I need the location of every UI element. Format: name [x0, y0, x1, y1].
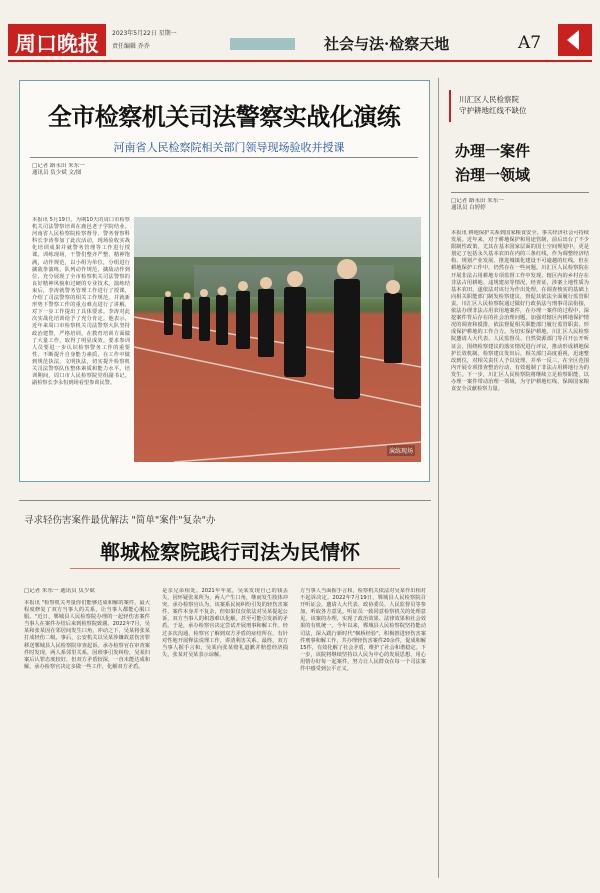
editor-line: 责任编辑 乔乔 [112, 43, 150, 50]
masthead-rule [8, 60, 592, 62]
training-photo [134, 217, 421, 462]
lead-article-box [19, 80, 430, 482]
right-kicker: 川汇区人民检察院 守护耕地红线不缺位 [459, 95, 527, 115]
bottom-byline: □记者 朱东一 通讯员 负少斌 [24, 588, 95, 594]
right-byline: □记者 路永田 朱东一 通讯员 白婷婷 [451, 198, 504, 212]
green-band [230, 38, 295, 50]
logo-text: 周口晚报 [15, 31, 99, 56]
lead-subtitle: 河南省人民检察院相关部门领导现场验收并授课 [113, 141, 345, 154]
bottom-col-1: 本报讯 "检察机关考量你们能够达成和解的案件，最大程度修复了双方当事人的关系，让当事人都能心服口服。"近日，郸城县人民检察院办理的一起轻伤害案件当事人在案件办结后来到检察院致谢。2022年7月，吴某和张某因在邻居间发生口角，冲动之下，吴某将张某打成轻伤二级。事后，公安机关以吴某涉嫌故意伤害罪移送郸城县人民检察院审查起诉。承办检察官在审查案件时发现，两人系邻里关系，因琐事引发纠纷，吴某归案后认罪态度较好，但双方矛盾较深，一直未能达成和解。承办检察官决定多做一些工作，化解双方矛盾。 [24, 600, 150, 670]
column-divider [438, 78, 439, 878]
lead-title: 全市检察机关司法警察实战化演练 [47, 102, 401, 131]
right-body: 本报讯 耕地保护关系到国家粮食安全。事关经济社会可持续发展。近年来，对于耕地保护和用途管制，前后出台了不少限制性政策，尤其在基本国家层面的国土空间规划中，更是划定了包括永久基本农田在内的三条红线，作为调整经济结构、规划产业发展、推进城镇化建设不可逾越的红线。但在耕地保护工作中，仍然存在一些问题。川汇区人民检察院在开展非法占用耕地专项监督工作中发现，辖区内的乡村存在非法占用耕地、违规建房等情况，经查证，涉案土地性质为基本农田，遂依法对该行为作出处理，在调查核实的基础上向相关职能部门制发检察建议，督促其依法全面履行监管职责。川汇区人民检察院通过做好行政执法与刑事司法衔接，依法办理非法占用农用地案件，在办理一案件的过程中，深挖案件背后存在的社会治理问题，加强对辖区内耕地保护情况的调查和摸排，依法督促相关职能部门履行监管职责，形成保护耕地的工作合力。为切实保护耕地，川汇区人民检察院邀请人大代表、人民监督员、自然资源部门等召开公开听证会，围绕检察建议的落实情况进行评议，推动形成耕地保护长效机制。检察建议发出后，相关部门高度重视，迅速整改到位，对相关责任人予以处理，并举一反三，在全区范围内开展专项排查整治行动，有效遏制了非法占用耕地行为的发生。下一步，川汇区人民检察院将继续立足检察职能，以办理一案件带动治理一领域，为守护耕地红线、保障国家粮食安全贡献检察力量。 [451, 230, 589, 393]
bottom-col-2: 是亲兄弟相处。2021年年底，吴某发现自己的钱丢失，因怀疑张某所为，两人产生口角，继而发生肢体冲突。承办检察官认为，该案系民间纠纷引发的轻伤害案件，案件本身并不复杂，但如果仅仅依法对吴某提起公诉，双方当事人的积怨难以化解，甚至可能引发新的矛盾。于是，承办检察官决定尝试开展刑事和解工作。经过多次沟通，检察官了解到双方矛盾的症结所在，有针对性地开展释法说理工作，讲清利害关系。最终，双方当事人握手言和，吴某向张某赔礼道歉并赔偿经济损失，张某对吴某表示谅解。 [162, 588, 288, 658]
bottom-top-rule [19, 500, 431, 501]
right-title-1: 办理一案件 [455, 142, 531, 160]
lead-body: 本报讯 5月19日，为期10天的周口市检察机关司法警察培训在鹿邑老子学院结业。河南省人民检察院检察督导、警务督察科科长李涛参加了此次活动，现场验收实战化培训成果并就警务管理等工作进行授课。训练现场，干警们整齐严整、精神饱满，动作规范，以小组为单位，分组进行擒敌拳演练，队列动作规范、擒敌动作到位，充分展现了全市检察机关司法警察的良好精神风貌和过硬的专业技术。演练结束后，李涛就警务管理工作进行了授课，介绍了司法警察的相关工作规范，并就新形势下警察工作的重点难点进行了讲解，对下一步工作提出了具体要求。李涛对此次实战化培训给予了充分肯定。他表示，近年来周口市检察机关司法警察大队坚持政治建警，严格培训，在教育培训方面做了大量工作，取得了明显成效。要求参训人员要进一步认识检察警务工作的重要性，不断提升自身能力素质，在工作中做到规范执法、文明执法，切实提升检察机关司法警察队伍整体素质和能力水平。培训期间，周口市人民检察院党组副书记、副检察长李永恒到场看望参训民警。 [32, 217, 130, 387]
photo-caption: 演练现场 [387, 445, 415, 456]
section-title: 社会与法·检察天地 [324, 35, 450, 53]
lead-byline: □记者 路永田 朱东一 通讯员 负少斌 文/图 [32, 163, 85, 177]
right-divider [451, 192, 589, 193]
lead-divider [30, 157, 418, 158]
bottom-title: 郸城检察院践行司法为民情怀 [100, 540, 360, 564]
bottom-col-3: 方当事人当面握手言和，检察机关依法对吴某作出相对不起诉决定。2022年7月19日，郸城县人民检察院召开听证会，邀请人大代表、政协委员、人民监督员等参加，听取各方意见。听证员一致同意检察机关的处理意见。该案的办理，实现了政治效果、法律效果和社会效果的有机统一。今年以来，郸城县人民检察院坚持能动司法，深入践行新时代"枫桥经验"，积极推进轻伤害案件刑事和解工作，共办理轻伤害案件20余件，促成和解15件，有效化解了社会矛盾，维护了社会和谐稳定。下一步，该院将继续坚持以人民为中心的发展思想，用心用情办好每一起案件，努力让人民群众在每一个司法案件中感受到公平正义。 [300, 588, 426, 673]
masthead [0, 0, 600, 68]
bottom-kicker: 寻求轻伤害案件最优解法 "简单"案件"复杂"办 [24, 515, 216, 526]
page-number: A7 [518, 33, 542, 53]
bottom-title-underline [70, 568, 400, 569]
chevron-left-icon [567, 30, 579, 50]
right-column [445, 80, 595, 880]
date-line: 2023年5月22日 星期一 [112, 30, 177, 37]
right-title-2: 治理一领域 [455, 166, 531, 184]
photo-scene [134, 217, 421, 462]
